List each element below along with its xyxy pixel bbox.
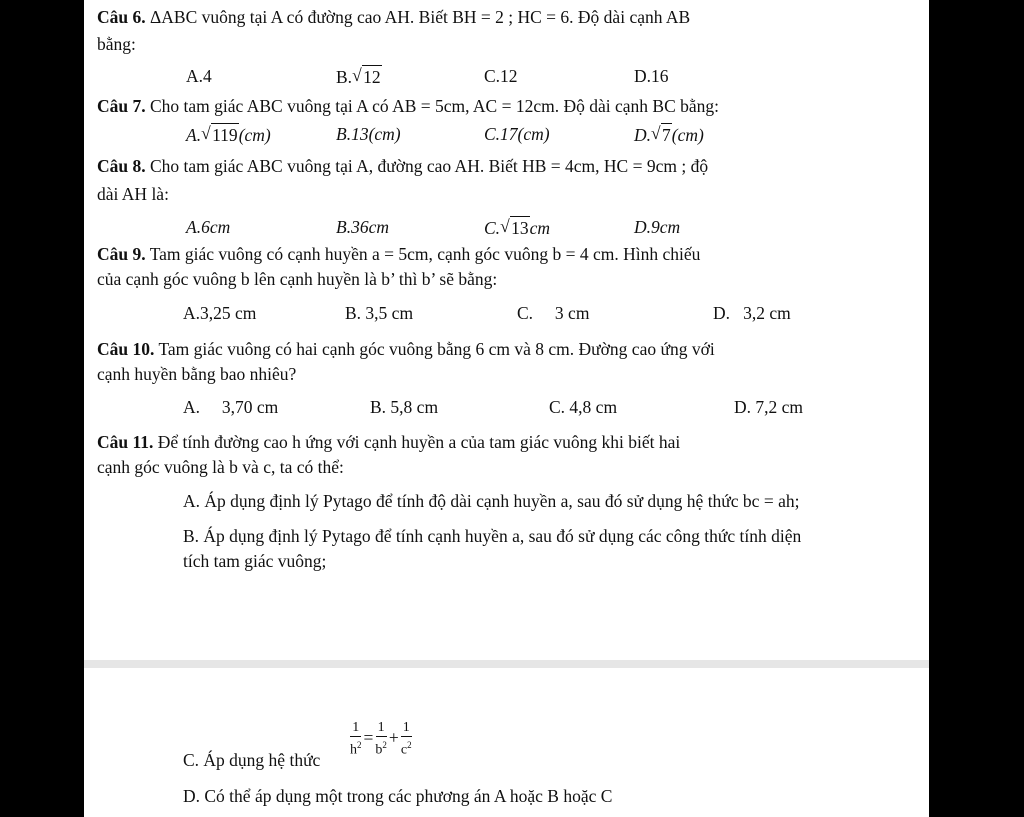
question-11: [97, 431, 680, 453]
option-d: D. 3,2 cm: [713, 303, 791, 323]
question-11-continued: cạnh góc vuông là b và c, ta có thể:: [97, 457, 344, 477]
question-text: Tam giác vuông có cạnh huyền a = 5cm, cạnh góc vuông b = 4 cm. Hình chiếu: [149, 244, 701, 264]
option-b: B. √ 12: [336, 65, 381, 87]
option-d: D. Có thể áp dụng một trong các phương án A hoặc B hoặc C: [183, 786, 613, 806]
question-label: Câu 7.: [97, 96, 146, 116]
question-label: Câu 11.: [97, 432, 154, 452]
option-b: B. 3,5 cm: [345, 303, 414, 323]
question-label: Câu 9.: [97, 244, 146, 264]
option-d: D.16: [634, 66, 669, 86]
option-b: B.13(cm): [336, 124, 401, 144]
question-text: Tam giác vuông có hai cạnh góc vuông bằng 6 cm và 8 cm. Đường cao ứng với: [158, 339, 715, 359]
question-text: Để tính đường cao h ứng với cạnh huyền a của tam giác vuông khi biết hai: [157, 432, 681, 452]
option-c: C.12: [484, 66, 518, 86]
question-label: Câu 10.: [97, 339, 155, 359]
question-8-continued: dài AH là:: [97, 184, 169, 204]
question-10: [97, 338, 715, 360]
option-a: A.4: [186, 66, 212, 86]
fraction-h: $\frac{1}{h^2}$: [350, 720, 362, 758]
question-8: [97, 155, 708, 177]
question-7: [97, 95, 719, 117]
option-c: C. Áp dụng hệ thức: [183, 750, 321, 770]
option-a: A. 3,70 cm: [183, 397, 279, 417]
option-c: C.17(cm): [484, 124, 550, 144]
question-text: Cho tam giác ABC vuông tại A có AB = 5cm, AC = 12cm. Độ dài cạnh BC bằng:: [150, 96, 720, 116]
option-a: A.3,25 cm: [183, 303, 257, 323]
option-d: D.9cm: [634, 217, 681, 237]
option-b-continued: tích tam giác vuông;: [183, 551, 327, 571]
question-6-continued: bằng:: [97, 34, 136, 54]
option-b: B. 5,8 cm: [370, 397, 439, 417]
question-label: Câu 8.: [97, 156, 146, 176]
option-d: D. √ 7(cm): [634, 123, 704, 145]
option-a: A.6cm: [186, 217, 231, 237]
fraction-b: $\frac{1}{b^2}$: [375, 720, 387, 758]
option-c: C. √ 13cm: [484, 216, 550, 238]
question-6: [97, 6, 690, 28]
option-c: C. 4,8 cm: [549, 397, 618, 417]
question-text: ΔABC vuông tại A có đường cao AH. Biết BH = 2 ; HC = 6. Độ dài cạnh AB: [150, 7, 691, 27]
option-b: B. Áp dụng định lý Pytago để tính cạnh huyền a, sau đó sử dụng các công thức tính diện: [183, 526, 802, 546]
question-10-continued: cạnh huyền bằng bao nhiêu?: [97, 364, 297, 384]
fraction-c: $\frac{1}{c^2}$: [400, 720, 412, 758]
option-a: A. √ 119(cm): [186, 123, 271, 145]
question-9-continued: của cạnh góc vuông b lên cạnh huyền là b’ thì b’ sẽ bằng:: [97, 269, 498, 289]
question-label: Câu 6.: [97, 7, 146, 27]
question-9: [97, 243, 700, 265]
option-c: C. 3 cm: [517, 303, 590, 323]
reciprocal-formula: $\frac{1}{h^2}$ = $\frac{1}{b^2}$ + $\frac{1}{c^2}$: [350, 720, 412, 758]
option-b: B.36cm: [336, 217, 389, 237]
page-separator: [84, 660, 929, 668]
option-a: A. Áp dụng định lý Pytago để tính độ dài cạnh huyền a, sau đó sử dụng hệ thức bc = ah;: [183, 491, 800, 511]
question-text: Cho tam giác ABC vuông tại A, đường cao AH. Biết HB = 4cm, HC = 9cm ; độ: [150, 156, 709, 176]
option-d: D. 7,2 cm: [734, 397, 804, 417]
